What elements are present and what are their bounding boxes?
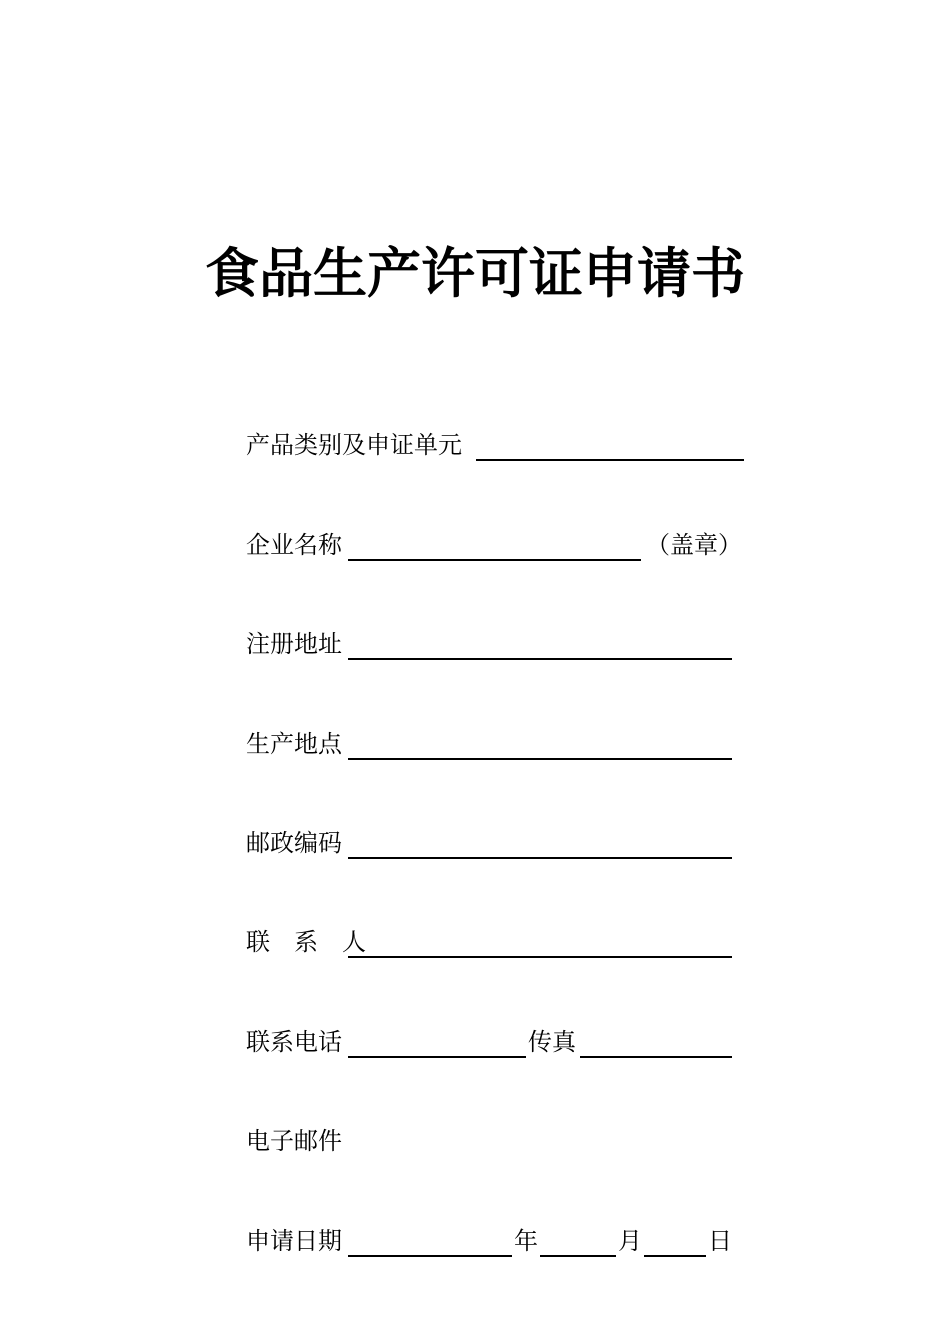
contact-person-label: 联 系 人: [246, 928, 366, 956]
company-name-label: 企业名称: [246, 531, 342, 559]
date-day-label: 日: [708, 1227, 732, 1255]
date-month-input-line[interactable]: [540, 1255, 616, 1257]
company-name-input-line[interactable]: [348, 559, 641, 561]
phone-label: 联系电话: [246, 1028, 342, 1056]
field-email: [246, 1121, 736, 1161]
phone-input-line[interactable]: [348, 1056, 526, 1058]
registered-address-input-line[interactable]: [348, 658, 732, 660]
field-phone-fax: [246, 1022, 736, 1062]
date-year-input-line[interactable]: [348, 1255, 512, 1257]
product-category-label: 产品类别及申证单元: [246, 431, 462, 459]
product-category-input-line[interactable]: [476, 459, 744, 461]
field-production-site: [246, 724, 736, 764]
field-company-name: [246, 525, 746, 565]
production-site-input-line[interactable]: [348, 758, 732, 760]
document-title: 食品生产许可证申请书: [205, 241, 745, 305]
email-label: 电子邮件: [246, 1127, 342, 1155]
fax-input-line[interactable]: [580, 1056, 732, 1058]
fax-label: 传真: [528, 1028, 576, 1056]
field-postal-code: [246, 823, 736, 863]
date-year-label: 年: [514, 1227, 538, 1255]
application-date-label: 申请日期: [246, 1227, 342, 1255]
date-day-input-line[interactable]: [644, 1255, 706, 1257]
field-registered-address: [246, 624, 736, 664]
postal-code-label: 邮政编码: [246, 829, 342, 857]
production-site-label: 生产地点: [246, 730, 342, 758]
company-seal-note: （盖章）: [646, 531, 742, 559]
field-product-category: [246, 425, 746, 465]
postal-code-input-line[interactable]: [348, 857, 732, 859]
field-contact-person: [246, 922, 736, 962]
field-application-date: [246, 1221, 736, 1261]
registered-address-label: 注册地址: [246, 630, 342, 658]
contact-person-input-line[interactable]: [348, 956, 732, 958]
date-month-label: 月: [618, 1227, 642, 1255]
